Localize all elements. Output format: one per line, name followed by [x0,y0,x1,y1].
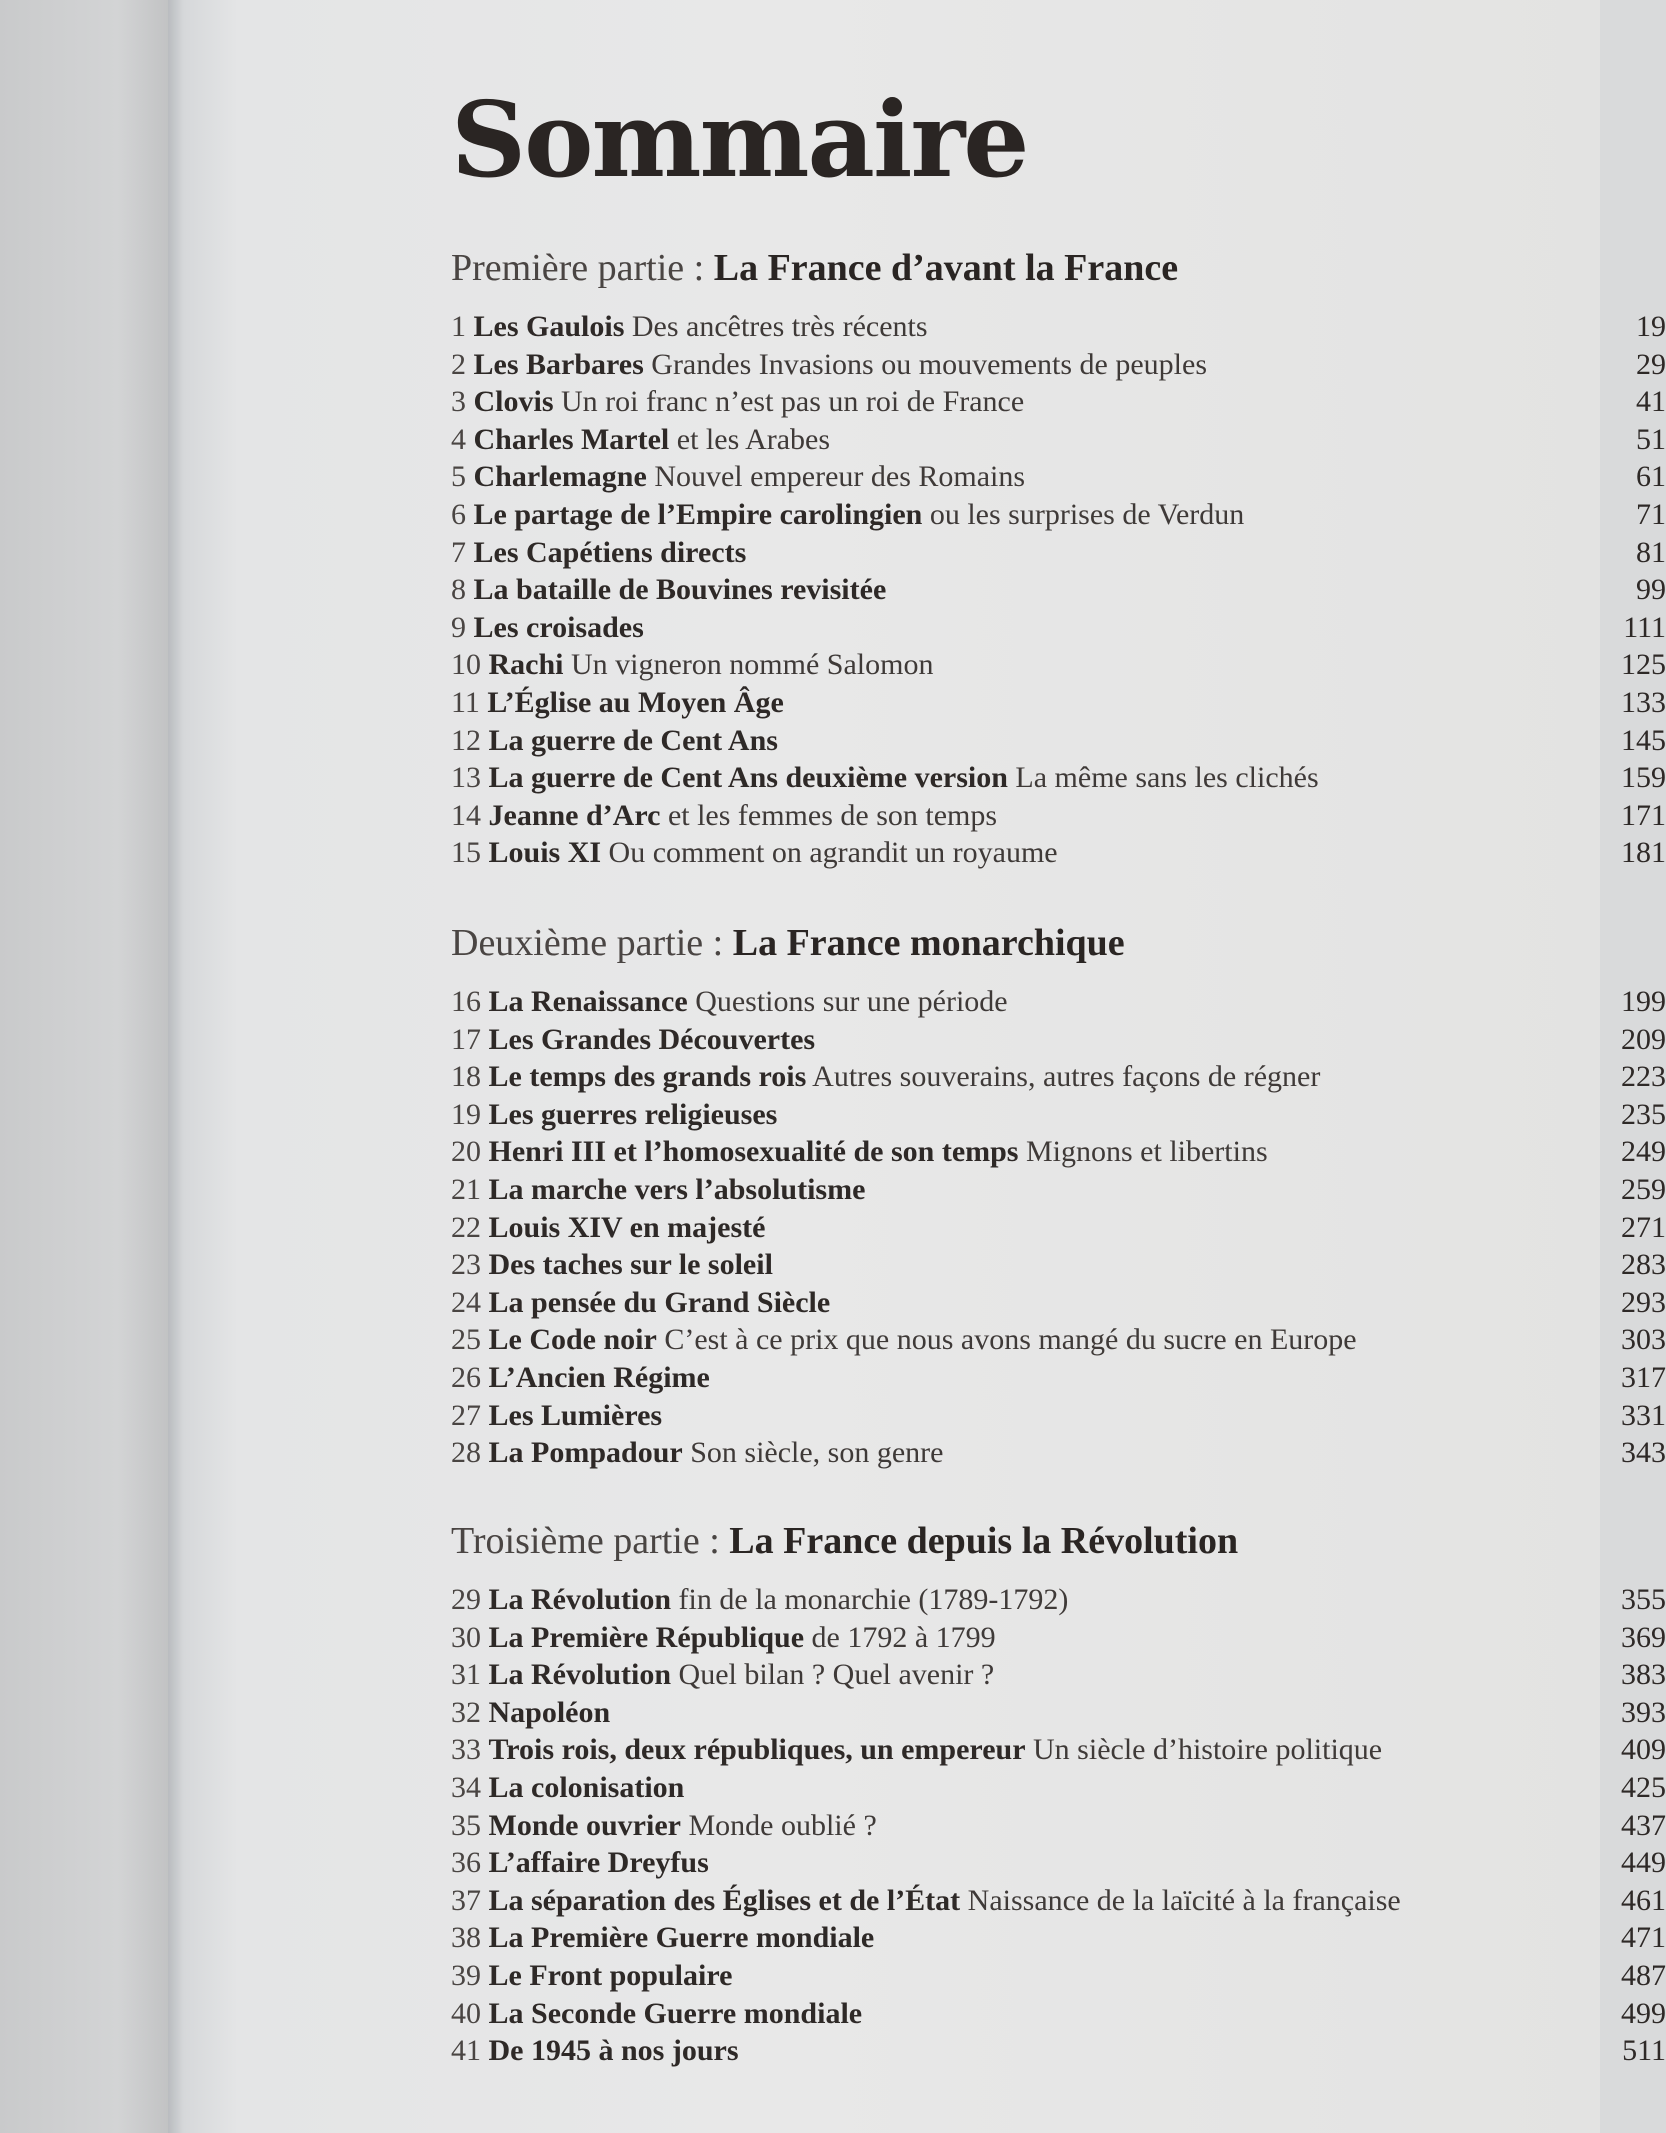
chapter-title: Henri III et l’homosexualité de son temps [488,1135,1019,1169]
page-number: 449 [1621,1846,1666,1880]
page-number: 369 [1621,1620,1666,1654]
chapter-title: Les croisades [473,610,644,644]
chapter-title: La bataille de Bouvines revisitée [473,573,887,607]
chapter-title: L’Ancien Régime [488,1360,710,1394]
chapter-number: 12 [451,723,481,757]
chapter-number: 41 [451,2034,481,2068]
page-number: 145 [1621,723,1666,757]
toc-entry [451,834,1666,872]
toc-entry [451,1694,1666,1732]
chapter-title: La Seconde Guerre mondiale [488,1996,863,2030]
chapter-subtitle: de 1792 à 1799 [811,1620,996,1654]
chapter-number: 35 [451,1808,481,1842]
page-number: 511 [1622,2034,1666,2068]
chapter-title: La Révolution [488,1583,672,1616]
chapter-title: La Renaissance [488,985,688,1018]
chapter-number: 7 [451,535,466,569]
toc-entry [451,1209,1666,1247]
chapter-number: 1 [451,310,466,343]
toc-entry [451,308,1666,346]
chapter-number: 20 [451,1135,481,1169]
chapter-subtitle: Naissance de la laïcité à la française [967,1883,1401,1917]
chapter-title: L’affaire Dreyfus [488,1846,709,1880]
chapter-title: Charles Martel [473,422,670,456]
page-number: 235 [1621,1097,1666,1131]
chapter-number: 30 [451,1620,481,1654]
entry-list [451,983,1666,1472]
toc-entry [451,1919,1666,1957]
chapter-title: Rachi [488,648,564,682]
chapter-number: 25 [451,1323,481,1357]
part-title: La France d’avant la France [713,247,1179,289]
part-heading [451,917,1666,969]
chapter-number: 6 [451,497,466,531]
toc-entry [451,1284,1666,1322]
chapter-number: 5 [451,460,466,494]
page-number: 293 [1621,1285,1666,1319]
page-number: 111 [1623,610,1666,644]
part-heading [451,242,1666,294]
toc-entry [451,1619,1666,1657]
toc-entry [451,458,1666,496]
page-number: 303 [1621,1323,1666,1357]
entry-list [451,308,1666,872]
toc-entry [451,2032,1666,2070]
chapter-number: 38 [451,1921,481,1955]
part-title: La France depuis la Révolution [729,1520,1239,1562]
toc-entry [451,1581,1666,1619]
chapter-title: La guerre de Cent Ans deuxième version [488,761,1008,795]
book-page [168,0,1666,2133]
chapter-title: Trois rois, deux républiques, un empereur [488,1733,1026,1767]
chapter-title: Les guerres religieuses [488,1097,778,1131]
chapter-number: 8 [451,573,466,607]
toc-entry [451,1844,1666,1882]
page-number: 393 [1621,1695,1666,1729]
chapter-title: Le Front populaire [488,1958,733,1992]
chapter-title: Le temps des grands rois [488,1060,807,1094]
chapter-number: 28 [451,1436,481,1470]
chapter-subtitle: fin de la monarchie (1789-1792) [678,1583,1069,1616]
chapter-subtitle: Son siècle, son genre [690,1436,944,1470]
page-number: 249 [1621,1135,1666,1169]
page-number: 283 [1621,1248,1666,1282]
chapter-subtitle: Grandes Invasions ou mouvements de peuples [651,347,1207,381]
toc-entry [451,534,1666,572]
page-number: 41 [1636,385,1666,419]
chapter-title: Les Grandes Découvertes [488,1022,816,1056]
chapter-subtitle: Un siècle d’histoire politique [1033,1733,1383,1767]
page-number: 71 [1636,497,1666,531]
chapter-title: La Révolution [488,1658,672,1692]
chapter-title: Le Code noir [488,1323,657,1357]
table-of-contents [451,0,1666,2133]
page-number: 133 [1621,685,1666,719]
page-number: 471 [1621,1921,1666,1955]
toc-entry [451,1434,1666,1472]
book-gutter [0,0,168,2133]
chapter-number: 22 [451,1210,481,1244]
chapter-title: La Première République [488,1620,805,1654]
page-title: Sommaire [451,78,1028,201]
page-number: 487 [1621,1958,1666,1992]
chapter-number: 17 [451,1022,481,1056]
toc-entry [451,983,1666,1021]
chapter-title: La colonisation [488,1770,685,1804]
chapter-number: 21 [451,1172,481,1206]
chapter-title: Monde ouvrier [488,1808,681,1842]
chapter-number: 39 [451,1958,481,1992]
page-number: 125 [1621,648,1666,682]
toc-entry [451,1807,1666,1845]
toc-entry [451,571,1666,609]
page-number: 343 [1621,1436,1666,1470]
page-number: 271 [1621,1210,1666,1244]
part-2 [451,917,1666,1472]
chapter-subtitle: Un roi franc n’est pas un roi de France [561,385,1025,419]
chapter-subtitle: Des ancêtres très récents [631,310,928,343]
chapter-title: De 1945 à nos jours [488,2034,739,2068]
chapter-subtitle: La même sans les clichés [1015,761,1319,795]
toc-entry [451,1359,1666,1397]
toc-entry [451,684,1666,722]
chapter-title: La Pompadour [488,1436,683,1470]
chapter-number: 18 [451,1060,481,1094]
chapter-number: 32 [451,1695,481,1729]
page-number: 19 [1636,310,1666,343]
chapter-title: Louis XI [488,836,602,870]
chapter-title: Louis XIV en majesté [488,1210,766,1244]
chapter-number: 10 [451,648,481,682]
chapter-subtitle: Questions sur une période [695,985,1008,1018]
toc-entry [451,1397,1666,1435]
page-number: 181 [1621,836,1666,870]
chapter-subtitle: ou les surprises de Verdun [929,497,1245,531]
chapter-title: Napoléon [488,1695,611,1729]
toc-entry [451,346,1666,384]
toc-entry [451,722,1666,760]
part-label: Troisième partie : [451,1520,730,1562]
page-number: 51 [1636,422,1666,456]
page-number: 199 [1621,985,1666,1018]
chapter-number: 9 [451,610,466,644]
part-heading [451,1515,1666,1567]
toc-entry [451,1769,1666,1807]
toc-entry [451,1171,1666,1209]
chapter-subtitle: Mignons et libertins [1025,1135,1268,1169]
chapter-title: La Première Guerre mondiale [488,1921,875,1955]
chapter-title: Jeanne d’Arc [488,798,661,832]
chapter-title: Des taches sur le soleil [488,1248,773,1282]
chapter-title: Les Barbares [473,347,644,381]
part-label: Deuxième partie : [451,922,733,964]
chapter-subtitle: et les femmes de son temps [667,798,998,832]
toc-entry [451,496,1666,534]
page-number: 499 [1621,1996,1666,2030]
chapter-title: La marche vers l’absolutisme [488,1172,866,1206]
chapter-number: 16 [451,985,481,1018]
page-number: 259 [1621,1172,1666,1206]
page-number: 81 [1636,535,1666,569]
chapter-subtitle: Monde oublié ? [688,1808,877,1842]
chapter-number: 37 [451,1883,481,1917]
entry-list [451,1581,1666,2070]
chapter-number: 31 [451,1658,481,1692]
chapter-number: 23 [451,1248,481,1282]
chapter-title: Clovis [473,385,554,419]
chapter-title: Charlemagne [473,460,647,494]
part-3 [451,1515,1666,2070]
page-number: 61 [1636,460,1666,494]
chapter-title: La pensée du Grand Siècle [488,1285,831,1319]
toc-entry [451,1246,1666,1284]
chapter-number: 13 [451,761,481,795]
chapter-title: Les Lumières [488,1398,663,1432]
toc-entry [451,1133,1666,1171]
chapter-subtitle: Quel bilan ? Quel avenir ? [678,1658,995,1692]
chapter-subtitle: Nouvel empereur des Romains [654,460,1026,494]
toc-entry [451,383,1666,421]
toc-entry [451,1882,1666,1920]
chapter-number: 29 [451,1583,481,1616]
chapter-number: 3 [451,385,466,419]
toc-entry [451,759,1666,797]
toc-entry [451,646,1666,684]
part-label: Première partie : [451,247,714,289]
chapter-subtitle: Autres souverains, autres façons de régner [812,1060,1321,1094]
page-number: 99 [1636,573,1666,607]
chapter-title: Le partage de l’Empire carolingien [473,497,923,531]
chapter-title: La guerre de Cent Ans [488,723,778,757]
part-1 [451,242,1666,872]
page-number: 409 [1621,1733,1666,1767]
part-title: La France monarchique [732,922,1125,964]
chapter-number: 33 [451,1733,481,1767]
toc-entry [451,1957,1666,1995]
page-number: 159 [1621,761,1666,795]
page-number: 223 [1621,1060,1666,1094]
toc-entry [451,1096,1666,1134]
chapter-subtitle: Ou comment on agrandit un royaume [608,836,1058,870]
chapter-number: 11 [451,685,480,719]
chapter-number: 4 [451,422,466,456]
chapter-number: 26 [451,1360,481,1394]
page-number: 437 [1621,1808,1666,1842]
page-number: 383 [1621,1658,1666,1692]
toc-entry [451,1058,1666,1096]
toc-entry [451,797,1666,835]
chapter-number: 15 [451,836,481,870]
page-number: 461 [1621,1883,1666,1917]
page-number: 171 [1621,798,1666,832]
chapter-subtitle: et les Arabes [676,422,831,456]
chapter-subtitle: Un vigneron nommé Salomon [571,648,934,682]
toc-entry [451,1656,1666,1694]
page-number: 209 [1621,1022,1666,1056]
chapter-number: 19 [451,1097,481,1131]
toc-entry [451,421,1666,459]
toc-entry [451,1321,1666,1359]
chapter-number: 40 [451,1996,481,2030]
chapter-title: Les Capétiens directs [473,535,747,569]
chapter-title: Les Gaulois [473,310,625,343]
chapter-number: 27 [451,1398,481,1432]
chapter-subtitle: C’est à ce prix que nous avons mangé du sucre en Europe [664,1323,1357,1357]
toc-entry [451,1995,1666,2033]
page-number: 331 [1621,1398,1666,1432]
chapter-number: 2 [451,347,466,381]
page-number: 29 [1636,347,1666,381]
chapter-number: 36 [451,1846,481,1880]
toc-entry [451,609,1666,647]
chapter-number: 34 [451,1770,481,1804]
toc-entry [451,1731,1666,1769]
toc-entry [451,1021,1666,1059]
page-number: 425 [1621,1770,1666,1804]
chapter-number: 14 [451,798,481,832]
chapter-title: La séparation des Églises et de l’État [488,1883,961,1917]
page-number: 317 [1621,1360,1666,1394]
chapter-number: 24 [451,1285,481,1319]
page-number: 355 [1621,1583,1666,1616]
chapter-title: L’Église au Moyen Âge [487,685,784,719]
